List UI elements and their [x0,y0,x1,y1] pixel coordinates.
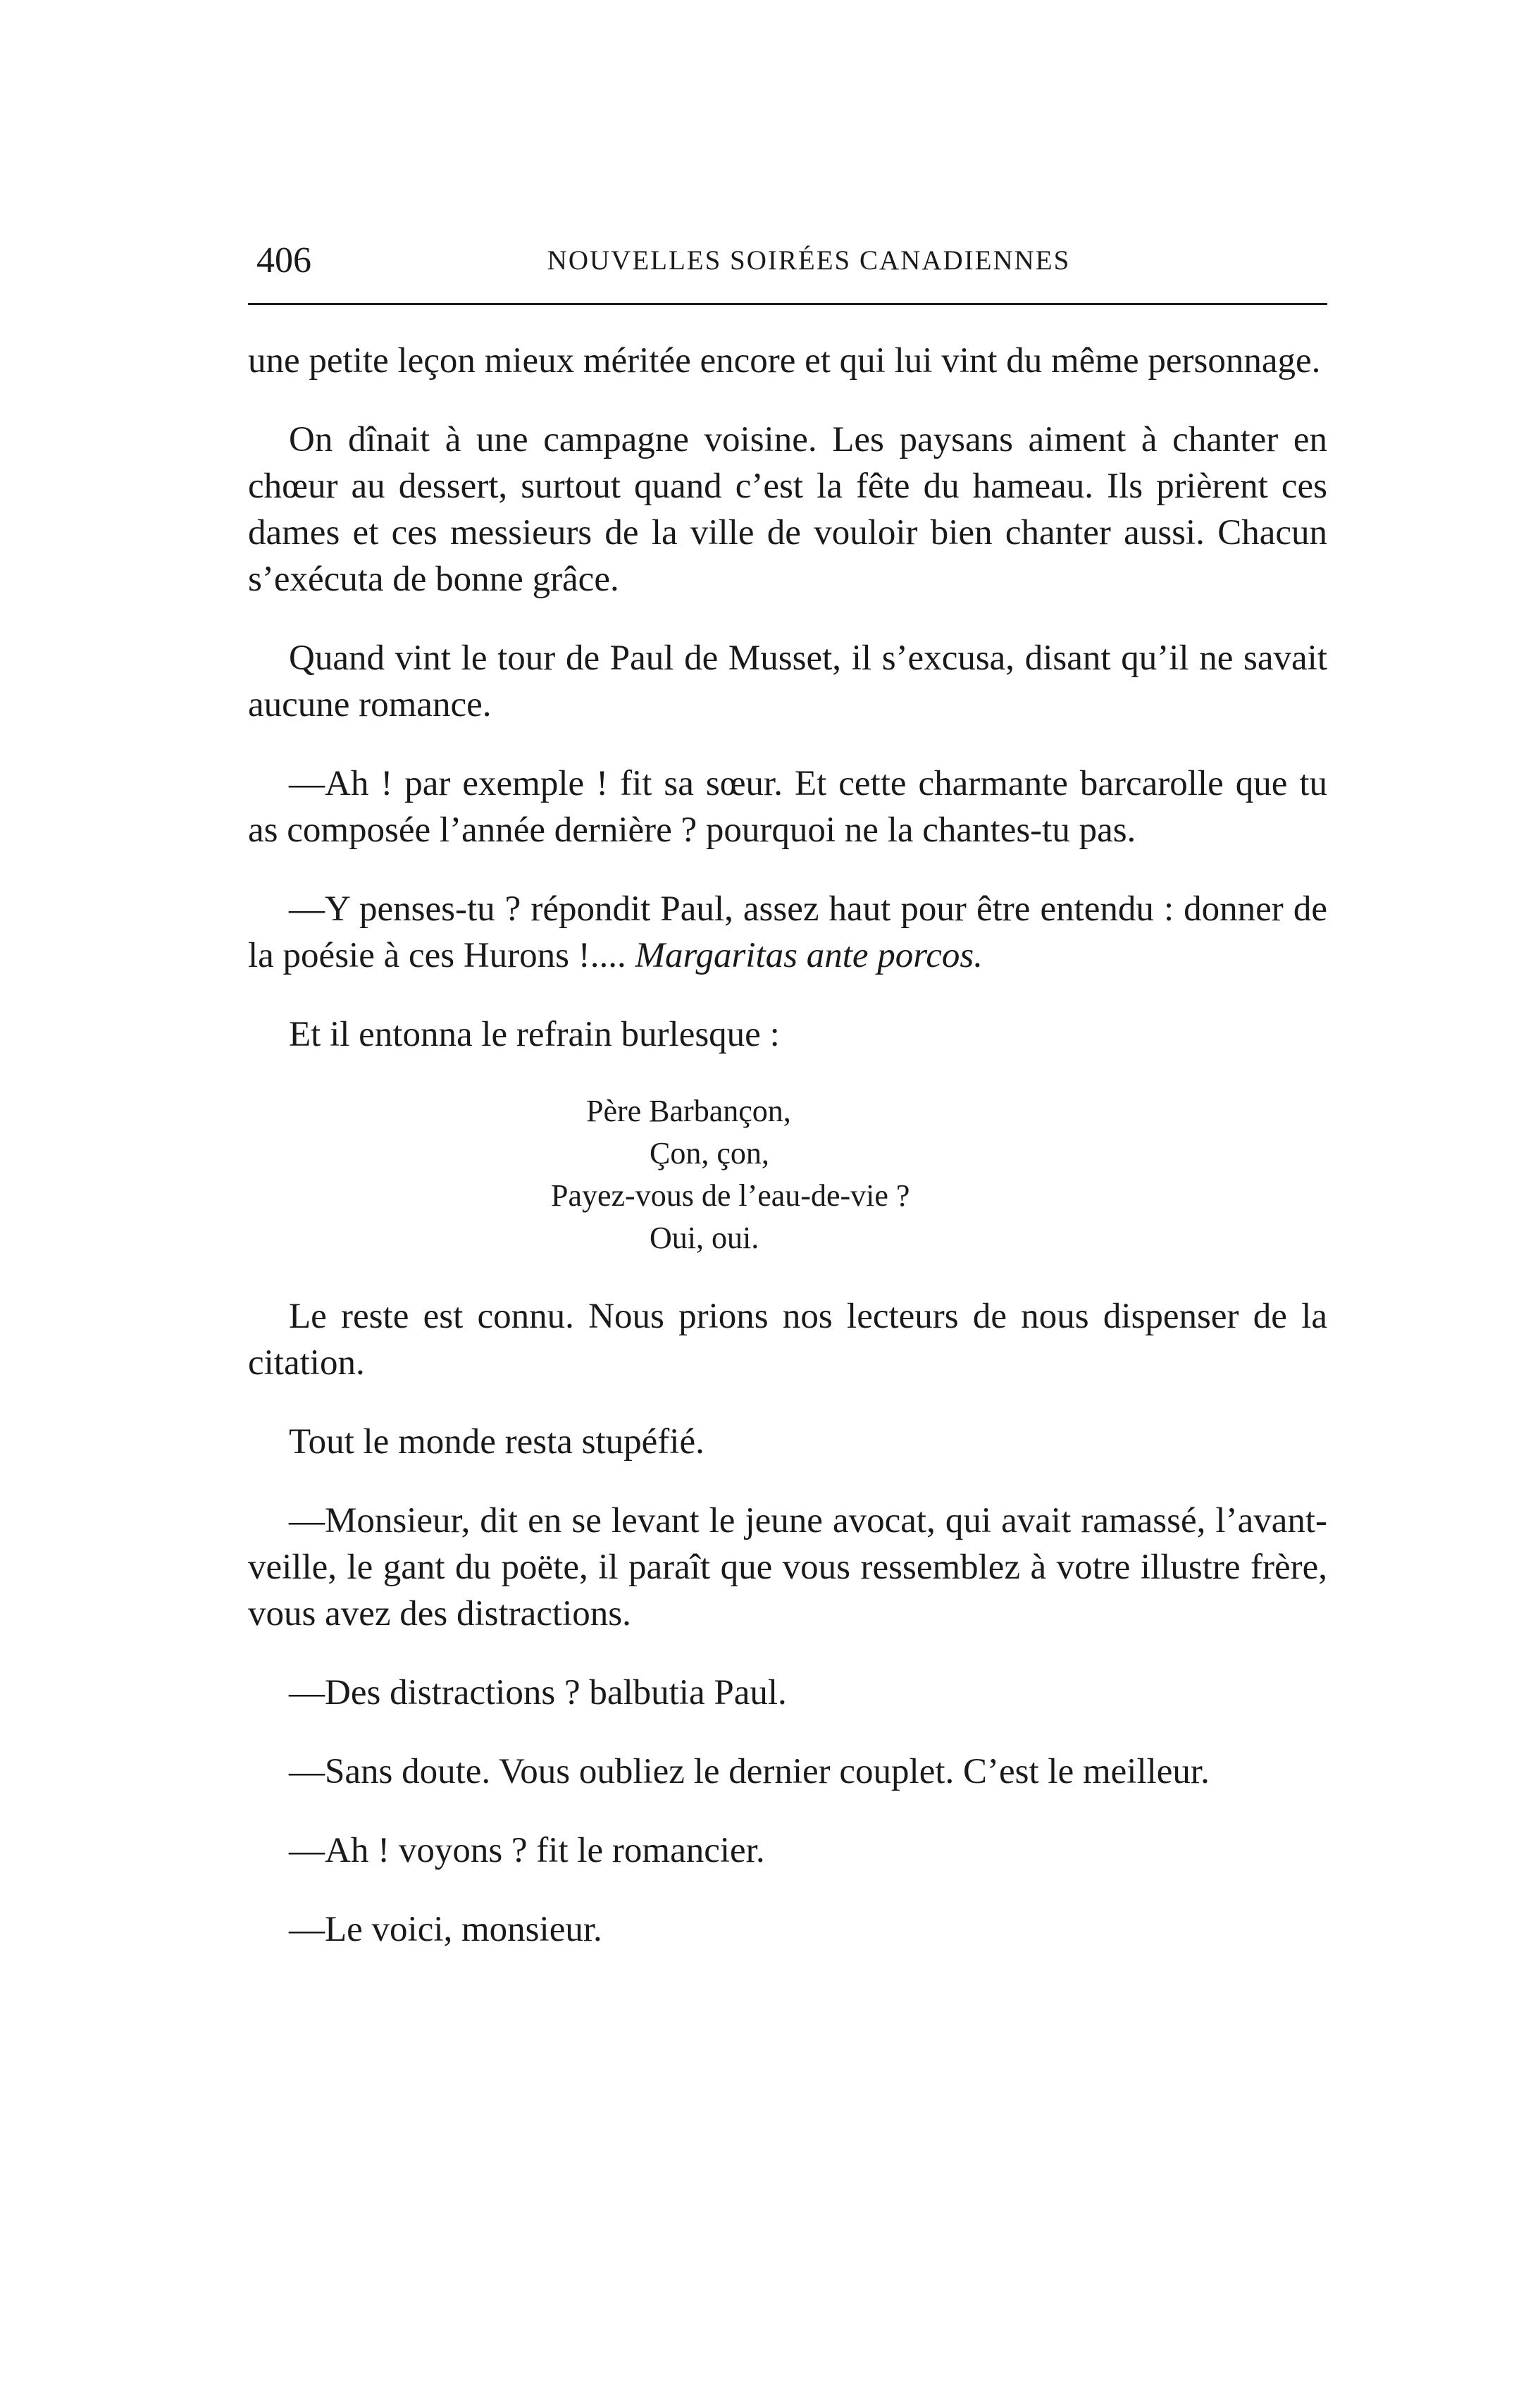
paragraph: —Le voici, monsieur. [289,1910,602,1949]
header-rule [248,303,1327,305]
verse-line: Payez-vous de l’eau-de-vie ? [551,1178,910,1213]
paragraph: —Ah ! voyons ? fit le romancier. [289,1831,765,1870]
paragraph: Le reste est connu. Nous prions nos lecteurs de nous dispenser de la citation. [248,1297,1327,1383]
song-refrain [248,1090,1327,1259]
paragraph: On dînait à une campagne voisine. Les paysans aiment à chanter en chœur au dessert, surtout quand c’est la fête du hameau. Ils prièrent ces dames et ces messieurs de la ville de vouloir bien chanter aussi. Chacun s’exécuta de bonne grâce. [248,420,1327,599]
body-text [248,338,1327,1953]
book-page [248,233,1327,1985]
paragraph: —Sans doute. Vous oubliez le dernier couplet. C’est le meilleur. [289,1752,1210,1791]
verse-line: Çon, çon, [650,1136,769,1171]
latin-phrase: Margaritas ante porcos. [635,936,983,975]
paragraph-text: —Y penses-tu ? répondit Paul, assez haut pour être entendu : donner de la poésie à ces Hurons !.... [248,889,1327,975]
page-number: 406 [256,240,311,280]
paragraph [248,886,1327,979]
paragraph: Et il entonna le refrain burlesque : [289,1015,780,1054]
page-header [248,233,1327,289]
paragraph: une petite leçon mieux méritée encore et qui lui vint du même personnage. [248,341,1321,381]
verse-line: Père Barbançon, [586,1094,791,1128]
paragraph: —Ah ! par exemple ! fit sa sœur. Et cette charmante barcarolle que tu as composée l’année dernière ? pourquoi ne la chantes-tu pas. [248,764,1327,850]
verse-line: Oui, oui. [650,1221,759,1255]
paragraph: —Des distractions ? balbutia Paul. [289,1673,787,1712]
paragraph: Tout le monde resta stupéfié. [289,1422,705,1462]
paragraph: Quand vint le tour de Paul de Musset, il s’excusa, disant qu’il ne savait aucune romance. [248,638,1327,724]
running-head: NOUVELLES SOIRÉES CANADIENNES [547,245,1071,276]
paragraph: —Monsieur, dit en se levant le jeune avocat, qui avait ramassé, l’avant-veille, le gant du poëte, il paraît que vous ressemblez à votre illustre frère, vous avez des distractions. [248,1501,1327,1634]
